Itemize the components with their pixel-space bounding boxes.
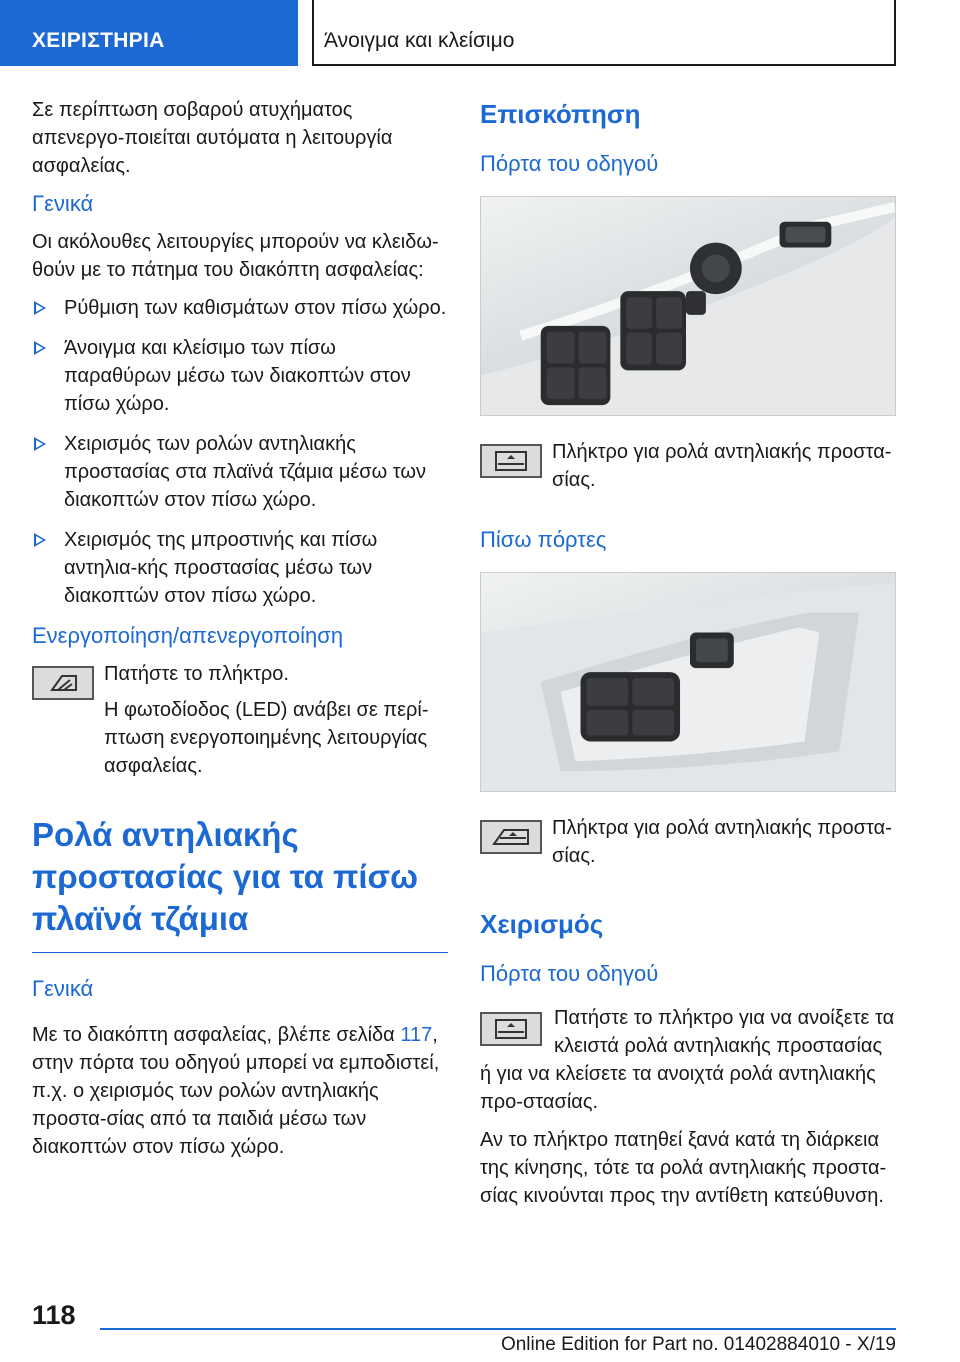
left-column [32,96,448,1171]
page-link[interactable]: 117 [400,1024,433,1046]
general-heading-2: Γενικά [32,976,94,1001]
chapter-title-box [312,0,896,66]
rear-door-switches-photo [480,572,896,792]
triangle-bullet-icon [34,533,46,547]
list-item: Ρύθμιση των καθισμάτων στον πίσω χώρο. [32,294,448,322]
rear-caption-text: Πλήκτρα για ρολά αντηλιακής προστα-σίας. [552,817,892,867]
section-tab [0,0,298,66]
driver-door-heading-2: Πόρτα του οδηγού [480,961,659,986]
general-paragraph-1: Οι ακόλουθες λειτουργίες μπορούν να κλειδω-θούν με το πάτημα του διακόπτη ασφαλείας: [32,231,439,281]
section-heading: Ρολά αντηλιακής προστασίας για τα πίσω πλαϊνά τζάμια [32,814,448,953]
sunblind-button-icon [480,1012,542,1046]
list-item: Χειρισμός της μπροστινής και πίσω αντηλια-κής προστασίας μέσω των διακοπτών στον πίσω χώρο. [32,526,448,610]
driver-caption-text: Πλήκτρο για ρολά αντηλιακής προστα-σίας. [552,441,892,491]
activation-heading: Ενεργοποίηση/απενεργοποίηση [32,623,344,648]
activation-step: Πατήστε το πλήκτρο. [104,663,289,685]
rear-doors-heading: Πίσω πόρτες [480,527,607,552]
driver-door-switches-photo [480,196,896,416]
chapter-title: Άνοιγμα και κλείσιμο [324,29,515,52]
right-column [480,96,896,1220]
page-number: 118 [32,1300,76,1330]
driver-sunblind-caption [480,438,896,502]
footer-divider [100,1328,896,1330]
driver-door-heading: Πόρτα του οδηγού [480,151,659,176]
operation-paragraph: Πατήστε το πλήκτρο για να ανοίξετε τα κλειστά ρολά αντηλιακής προστασίας ή για να κλείσετε τα ανοιχτά ρολά αντηλιακής προ-στασίας. [480,1004,896,1116]
window-lock-icon [32,666,94,700]
sunblind-icon [480,444,542,478]
general-paragraph-2: Με το διακόπτη ασφαλείας, βλέπε σελίδα 117, στην πόρτα του οδηγού μπορεί να εμποδιστεί, π.χ. ο χειρισμός των ρολών αντηλιακής προστα-σίας από τα παιδιά μέσω των διακοπτών στον πίσω χώρο. [32,1024,440,1158]
intro-paragraph: Σε περίπτωση σοβαρού ατυχήματος απενεργο-ποιείται αυτόματα η λειτουργία ασφαλείας. [32,99,393,177]
activation-led-note: Η φωτοδίοδος (LED) ανάβει σε περί-πτωση ενεργοποιημένης λειτουργίας ασφαλείας. [104,699,429,777]
general-heading-1: Γενικά [32,191,94,216]
overview-heading: Επισκόπηση [480,99,641,129]
operation-heading: Χειρισμός [480,909,604,939]
rear-sunblind-icon [480,820,542,854]
section-label: ΧΕΙΡΙΣΤΗΡΙΑ [32,29,165,52]
triangle-bullet-icon [34,301,46,315]
list-item: Άνοιγμα και κλείσιμο των πίσω παραθύρων μέσω των διακοπτών στον πίσω χώρο. [32,334,448,418]
operation-paragraph-2: Αν το πλήκτρο πατηθεί ξανά κατά τη διάρκεια της κίνησης, τότε τα ρολά αντηλιακής προστα-σίας κινούνται προς την αντίθετη κατεύθυνση. [480,1129,887,1207]
triangle-bullet-icon [34,437,46,451]
edition-note: Online Edition for Part no. 01402884010 - X/19 [500,1334,896,1355]
page-header [0,0,960,66]
locked-functions-list [32,294,448,610]
triangle-bullet-icon [34,341,46,355]
rear-sunblind-caption [480,814,896,878]
list-item: Χειρισμός των ρολών αντηλιακής προστασίας στα πλαϊνά τζάμια μέσω των διακοπτών στον πίσω χώρο. [32,430,448,514]
activation-instruction [32,660,448,788]
